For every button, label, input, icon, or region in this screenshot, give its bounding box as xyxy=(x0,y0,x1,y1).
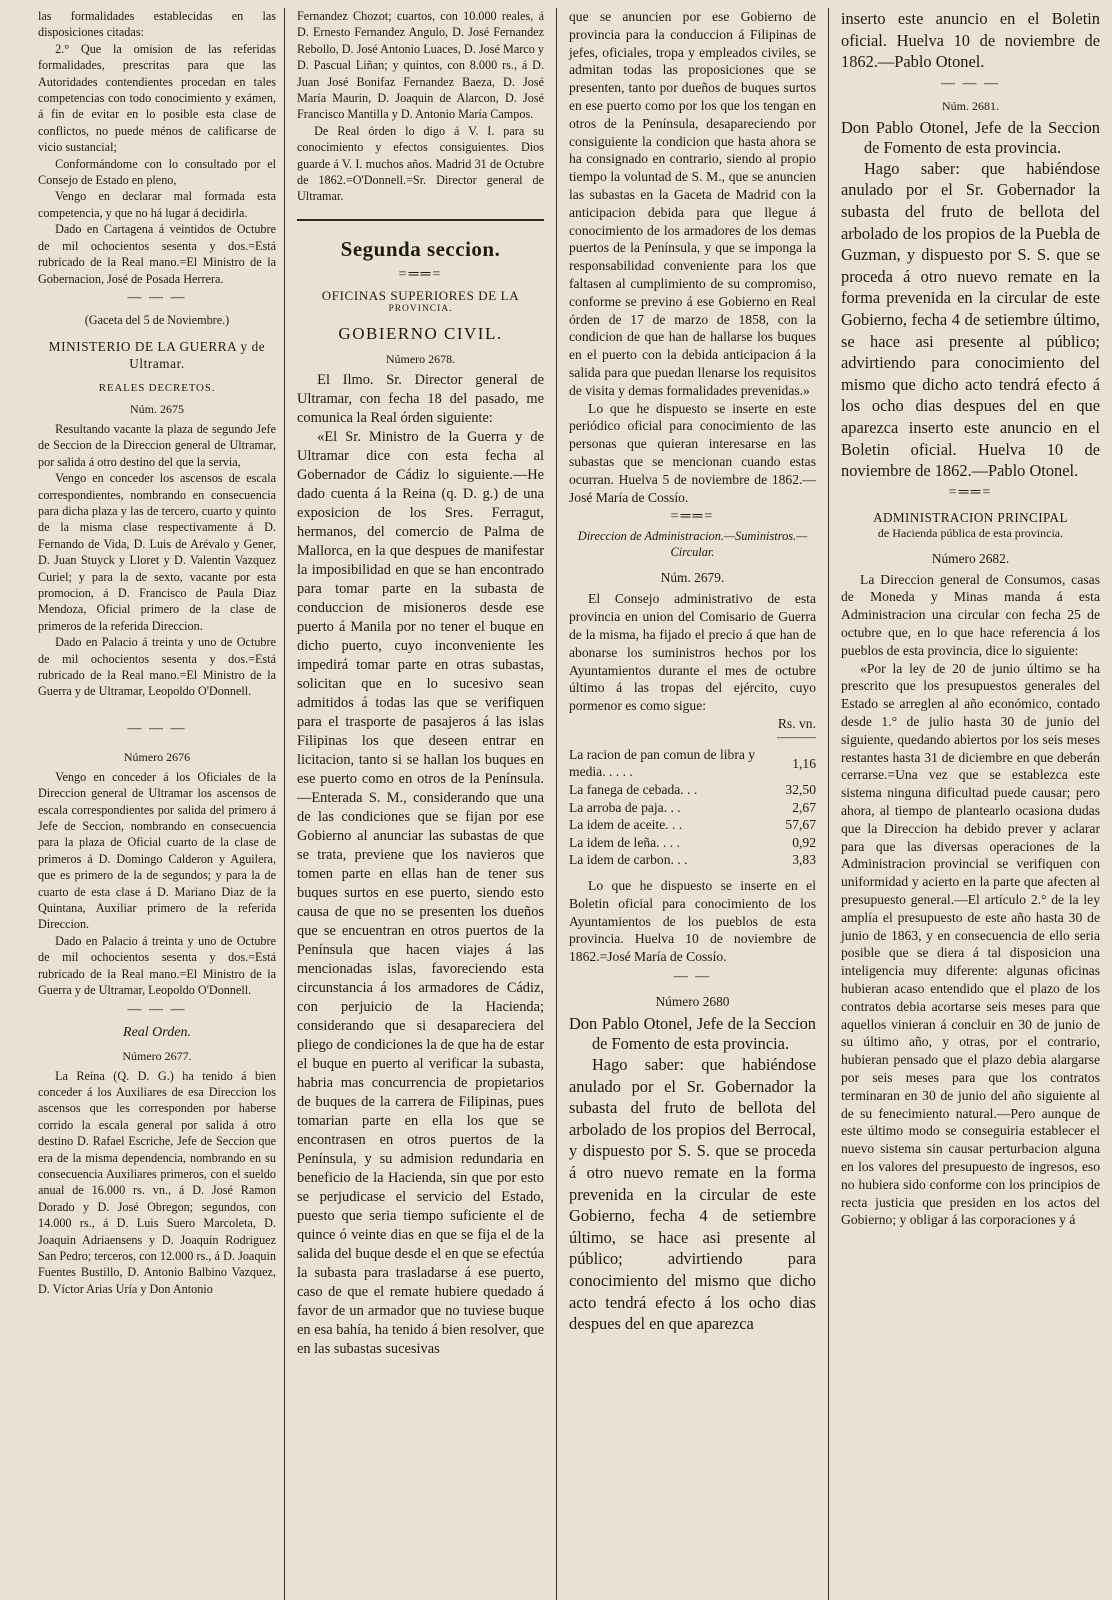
price-label: La racion de pan comun de libra y media. . . . . xyxy=(569,746,756,780)
separator: — — — xyxy=(941,75,1000,91)
item-number: Número 2680 xyxy=(655,994,730,1010)
column-4 xyxy=(828,8,1100,1600)
section-heading: ADMINISTRACION PRINCIPAL xyxy=(873,509,1068,525)
price-value: 32,50 xyxy=(785,782,816,798)
notice-heading-name: Don Pablo Otonel, xyxy=(841,117,969,137)
notice-heading-title: Jefe de la Seccion de Fomento de esta provincia. xyxy=(591,1014,816,1054)
divider xyxy=(297,219,544,221)
paragraph: Vengo en conceder los ascensos de escala correspondientes, nombrando en consecuencia para dicha plaza y las de tercero, cuarto y quinto de la misma clase respectivamente á D. Fernando de Vida, D. Luis de Arévalo y Gener, D. Juan Stuyck y Lloret y D. Valentin Vazquez Curiel; y para la de sexto, vacante por esta promocion, á D. Francisco de Paula Diaz Mendoza, Oficial primero de la clase de primeros de la referida Direccion. xyxy=(38,471,276,633)
paragraph: La Reina (Q. D. G.) ha tenido á bien conceder á los Auxiliares de esa Direccion los ascensos que les corresponden por haberse corrido la escala general por salida á otro destino D. Rafael Escriche, Jefe de Seccion que era de la misma dependencia, nombrando en su consecuencia Auxiliares primeros, con el sueldo anual de 16.000 rs. vn., á D. José Ramon Dorado y D. José Obregon; segundos, con 14.000 rs., á D. Luis Suero Marcoleta, D. Joaquin Adriaensens y D. Joaquin Rodriguez San Pedro; terceros, con 12.000 rs., á D. Joaquin Fuentes Bustillo, D. Antonio Balbino Vazquez, D. Víctor Arias Uría y Don Antonio xyxy=(38,1068,276,1296)
paragraph: «Por la ley de 20 de junio último se ha prescrito que los presupuestos generales del Estado se arreglen al año económico, contado desde 1.° de julio hasta 30 de junio del siguiente, quedando abiertos por los seis meses restantes hasta 31 de diciembre en que deberán cerrarse.=Una vez que se establezca este sistema ninguna dificultad puede causar; pero ahora, al tiempo de plantearlo ocasiona dudas que la Direccion ha debido prever y aclarar para que las diversas operaciones de la Administracion provincial se verifiquen con uniformidad y acierto en la parte que afecten al presupuesto general.—El artículo 2.° de la ley amplía el presupuesto de este año hasta 30 de junio de 1863, y en consecuencia de ello seria posible que se diera á tal disposicion una inteligencia muy diferente: algunas oficinas hubieran acaso entendido que el plazo de los contratos debia acortarse seis meses para que aquellos vinieran á concluir en 30 de junio de su último año, y otras, por el contrario, hubieran pensado que el plazo debia alargarse por seis meses para que los contratos terminaran en 30 de junio del año siguiente al de su fenecimiento natural.—Pero aunque de este último modo se conseguiria establecer el nuevo sistema sin causar perturbacion alguna en los valores del presupuesto de ingresos, eso no hubiera sido conforme con los principios de recta justicia que presiden en los actos del Gobierno; y obligar á las corporaciones y á xyxy=(841,660,1100,1228)
item-number: Número 2677. xyxy=(122,1048,192,1063)
column-2 xyxy=(284,8,556,1600)
paragraph: que se anuncien por ese Gobierno de provincia para la conduccion á Filipinas de jefes, oficiales, tropa y empleados civiles, se admitan todas las proposiciones que se presenten, tanto por dueños de buques surtos en ese puerto como por los que los tengan en otros de la Península, desapareciendo por consiguiente la condicion que hasta ahora se ha consignado en contrario, siendo al propio tiempo la voluntad de S. M., que se anuncien las subastas en la Gaceta de Madrid con la anticipacion debida para que llegue á conocimiento de los armadores de los demas puertos de la Península, y que se imponga la responsabilidad conveniente para los que faltasen al cumplimiento de su compromiso, conforme se previno á ese Gobierno en Real órden de 17 de marzo de 1858, con la condicion de que han de hallarse los buques en el puerto con la debida anticipacion á la salida para que puedan llenarse los requisitos de visita y demas formalidades prevenidas.» xyxy=(569,9,816,398)
subsection-heading: Direccion de Administracion.—Suministros.—Circular. xyxy=(577,529,808,560)
paragraph: La Direccion general de Consumos, casas de Moneda y Minas manda á esta Administracion una circular con fecha 25 de octubre que, en lo que hace referencia á los pueblos de esta provincia, dice lo siguiente: xyxy=(841,571,1100,658)
subsection-heading: REALES DECRETOS. xyxy=(98,381,216,394)
paragraph: Dado en Cartagena á veintidos de Octubre de mil ochocientos sesenta y dos.=Está rubricado de la Real mano.=El Ministro de la Gobernacion, José de Posada Herrera. xyxy=(38,222,276,286)
item-number: Núm. 2679. xyxy=(660,570,725,586)
section-heading: PROVINCIA. xyxy=(388,303,453,314)
paragraph: Hago saber: que habiéndose anulado por el Sr. Gobernador la subasta del fruto de bellota del arbolado de los propios de la Puebla de Guzman, y dispuesto por S. S. que se proceda á otro nuevo remate en la forma prevenida en la circular de este Gobierno, fecha 4 de setiembre último, se hace asi presente al público; advirtiendo para conocimiento del mismo que dicho acto tendrá efecto á los ocho dias despues del en que aparezca inserto este anuncio en el Boletin oficial. Huelva 10 de noviembre de 1862.—Pablo Otonel. xyxy=(841,158,1100,481)
notice-heading xyxy=(841,118,1100,158)
separator: — — — xyxy=(127,720,187,736)
paragraph: Lo que he dispuesto se inserte en este periódico oficial para conocimiento de las personas que quieran interesarse en las subastas que se mencionan cuando estas ocurran. Huelva 5 de noviembre de 1862.—José María de Cossío. xyxy=(569,400,816,505)
paragraph: Vengo en declarar mal formada esta competencia, y que no há lugar á decidirla. xyxy=(38,189,276,220)
price-table xyxy=(569,746,816,869)
price-label: La idem de carbon. . . xyxy=(569,852,688,868)
price-row xyxy=(569,851,816,869)
gaceta-citation: (Gaceta del 5 de Noviembre.) xyxy=(84,312,230,327)
paragraph: las formalidades establecidas en las disposiciones citadas: xyxy=(38,9,276,40)
paragraph: Dado en Palacio á treinta y uno de Octubre de mil ochocientos sesenta y dos.=Está rubricado de la Real mano.=El Ministro de la Guerra y de Ultramar, Leopoldo O'Donnell. xyxy=(38,635,276,699)
price-row xyxy=(569,816,816,834)
price-row xyxy=(569,834,816,852)
price-value: 3,83 xyxy=(792,852,816,868)
separator: =══= xyxy=(398,266,443,282)
notice-heading-name: Don Pablo Otonel, xyxy=(569,1014,693,1034)
paragraph: Hago saber: que habiéndose anulado por el Sr. Gobernador la subasta del fruto de bellota del arbolado de los propios del Berrocal, y dispuesto por S. S. que se proceda á otro nuevo remate en la forma prevenida en la circular de este Gobierno, fecha 4 de setiembre último, se hace asi presente al público; advirtiendo para conocimiento del mismo que dicho acto tendrá efecto á los ocho dias despues del en que aparezca xyxy=(569,1055,816,1334)
price-unit-header: Rs. vn. xyxy=(777,715,816,731)
subsection-heading: Real Orden. xyxy=(123,1024,191,1040)
paragraph: Lo que he dispuesto se inserte en el Boletin oficial para conocimiento de los Ayuntamientos de los pueblos de esta provincia. Huelva 10 de noviembre de 1862.=José María de Cossío. xyxy=(569,878,816,965)
separator: — — — xyxy=(127,289,187,305)
section-subheading: de Hacienda pública de esta provincia. xyxy=(877,525,1064,540)
price-label: La arroba de paja. . . xyxy=(569,799,681,815)
price-row xyxy=(569,746,816,781)
paragraph: inserto este anuncio en el Boletin oficial. Huelva 10 de noviembre de 1862.—Pablo Otonel. xyxy=(841,9,1100,72)
price-value: 0,92 xyxy=(792,834,816,850)
item-number: Número 2678. xyxy=(385,351,456,366)
paragraph: El Consejo administrativo de esta provincia en union del Comisario de Guerra de la misma, ha fijado el precio á que han de abonarse los suministros hechos por los Ayuntamientos durante el mes de octubre último á las tropas del ejército, cuyo pormenor es como sigue: xyxy=(569,591,816,714)
paragraph: Fernandez Chozot; cuartos, con 10.000 reales, á D. Ernesto Fernandez Angulo, D. José Fernandez Rebollo, D. José Antonio Luaces, D. José Marco y D. Pascual Liñan; y quintos, con 8.000 rs., á D. Juan José Bonifaz Fernandez Baeza, D. José María Maurin, D. Joaquin de Alarcon, D. José Francisco Mantilla y D. Antonio María Campos. xyxy=(297,9,544,122)
paragraph: Dado en Palacio á treinta y uno de Octubre de mil ochocientos sesenta y dos.=Está rubricado de la Real mano.=El Ministro de la Guerra y de Ultramar, Leopoldo O'Donnell. xyxy=(38,933,276,998)
price-label: La idem de aceite. . . xyxy=(569,817,683,833)
price-row xyxy=(569,799,816,817)
price-label: La idem de leña. . . . xyxy=(569,834,680,850)
paragraph: Conformándome con lo consultado por el Consejo de Estado en pleno, xyxy=(38,156,276,188)
section-heading: OFICINAS SUPERIORES DE LA xyxy=(321,287,520,303)
notice-heading xyxy=(569,1014,816,1054)
column-1 xyxy=(38,8,284,1600)
price-value: 2,67 xyxy=(792,799,816,815)
column-3 xyxy=(556,8,828,1600)
separator: =══= xyxy=(670,509,715,525)
price-row xyxy=(569,781,816,799)
notice-heading-title: Jefe de la Seccion de Fomento de esta provincia. xyxy=(863,117,1100,157)
paragraph: «El Sr. Ministro de la Guerra y de Ultramar dice con esta fecha al Gobernador de Cádiz lo siguiente.—He dado cuenta á la Reina (q. D. g.) de una exposicion de los Sres. Ferragut, hermanos, del comercio de Palma de Mallorca, en la que despues de manifestar la imposibilidad en que se han encontrado para tomar parte en la subasta de conduccion de misioneros desde ese puerto á Manila por no tener el buque en dicho puerto, cuyo inconveniente les impedirá tomar parte en otras subastas, solicitan que en lo sucesivo sean admitidos á todas las que se verifiquen para el trasporte de pasajeros á las islas Filipinas los que deseen entrar en licitacion, tanto si se hallan los buques en ese puerto como en otros de la Península.—Enterada S. M., considerando que una de las condiciones que se fijan por ese Gobierno al anunciar las subastas de que se trata, previene que los navieros que tomen parte en ellas han de tener sus buques surtos en ese puerto, siendo esto causa de que no se presenten los dueños que se encuentran en otros puertos de la Península que hacen viajes á las mencionadas islas, favoreciendo esta circunstancia á los armadores de Cádiz, con perjuicio de la Hacienda; considerando que si desapareciera del pliego de condiciones la de que ha de estar el buque en puerto al verificar la subasta, habria mas concurrencia de propietarios de buques de la carrera de Filipinas, pues tomarian parte en ella los que se encontrasen en otros puertos de la Península, y su admision redundaria en beneficio de la Hacienda, sin que por esto se perjudicase el servicio del Estado, puesto que seria tiempo suficiente el de quince ó veinte dias en que se fija el de la salida del buque desde el en que se efectúa la subasta para trasladarse á ese puerto, caso de que el remate hubiere quedado á favor de un armador que no tuviese buque en esa bahía, ha tenido á bien resolver, que en las subastas sucesivas xyxy=(297,428,544,1357)
separator: =══= xyxy=(948,484,993,500)
paragraph: Vengo en conceder á los Oficiales de la Direccion general de Ultramar los ascensos de escala correspondientes por salida del primero á Jefe de Seccion, nombrando en consecuencia para la plaza de Oficial cuarto de la clase de primeros á D. Domingo Calderon y Aguilera, que es primero de la de segundos; y para la de cuarto de esta clase á D. Mariano Diaz de la Quintana, Auxiliar primero de la referida Direccion. xyxy=(38,769,276,932)
separator: — — — xyxy=(127,1001,187,1017)
price-label: La fanega de cebada. . . xyxy=(569,782,698,798)
paragraph: Resultando vacante la plaza de segundo Jefe de Seccion de la Direccion general de Ultramar, por salida á otro destino del que la servia, xyxy=(38,421,276,469)
section-heading: MINISTERIO DE LA GUERRA y de Ultramar. xyxy=(48,338,266,371)
price-value: 57,67 xyxy=(785,817,816,833)
item-number: Número 2676 xyxy=(123,749,191,764)
separator: — — xyxy=(673,969,712,985)
paragraph: De Real órden lo digo á V. I. para su conocimiento y efectos consiguientes. Dios guarde á V. I. muchos años. Madrid 31 de Octubre de 1862.=O'Donnell.=Sr. Director general de Ultramar. xyxy=(297,123,544,204)
item-number: Núm. 2675 xyxy=(130,401,184,416)
section-heading: GOBIERNO CIVIL. xyxy=(338,323,503,343)
section-heading: Segunda seccion. xyxy=(340,236,501,261)
item-number: Número 2682. xyxy=(931,550,1010,566)
paragraph: El Ilmo. Sr. Director general de Ultramar, con fecha 18 del pasado, me comunica la Real órden siguiente: xyxy=(297,371,544,426)
item-number: Núm. 2681. xyxy=(942,98,999,113)
columns xyxy=(38,8,1100,1600)
paragraph: 2.° Que la omision de las referidas formalidades, prescritas para que las Autoridades contendientes procedan en tales competencias con todo conocimiento y exámen, á fin de evitar en lo posible esta clase de conflictos, no puede ménos de calificarse de vicio sustancial; xyxy=(38,41,276,155)
price-unit-rule: ——— xyxy=(777,728,816,744)
price-value: 1,16 xyxy=(792,755,816,771)
